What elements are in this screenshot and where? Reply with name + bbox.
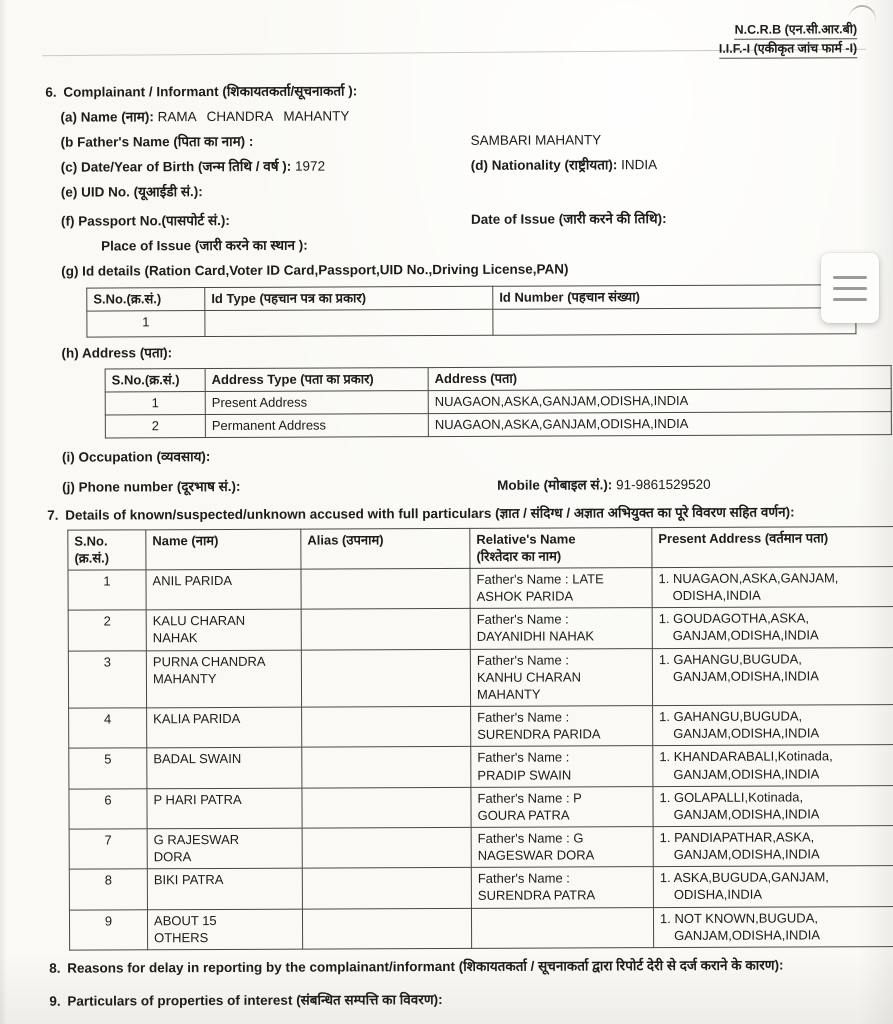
uid-label: (e) UID No. (यूआईडी सं.):	[60, 183, 203, 200]
passport-label: (f) Passport No.(पासपोर्ट सं.):	[60, 213, 230, 229]
form-header-iif: I.I.F.-I (एकीकृत जांच फार्म -I)	[719, 39, 857, 59]
mobile	[497, 476, 711, 495]
section-6-body	[60, 105, 861, 496]
section-6-title	[45, 80, 859, 101]
accused-relative-cell: Father's Name : SURENDRA PARIDA	[471, 706, 653, 747]
id-sno-header: S.No.(क्र.सं.)	[87, 287, 205, 311]
section-7-number: 7.	[47, 507, 59, 523]
accused-row	[69, 906, 893, 950]
accused-table-header-row	[68, 526, 893, 570]
accused-alias-cell	[302, 908, 471, 949]
accused-relative-cell	[471, 907, 653, 948]
address-label: (h) Address (पता):	[61, 345, 173, 361]
id-number-header: Id Number (पहचान संख्या)	[493, 284, 856, 309]
accused-row	[69, 745, 893, 789]
accused-name-cell: ABOUT 15 OTHERS	[147, 909, 302, 950]
accused-alias-cell	[301, 568, 470, 609]
section-8-title	[49, 956, 863, 977]
accused-relative-cell: Father's Name : LATE ASHOK PARIDA	[470, 568, 652, 609]
accused-address-cell: 1. ASKA,BUGUDA,GANJAM, ODISHA,INDIA	[653, 866, 893, 907]
section-6-heading: Complainant / Informant (शिकायतकर्ता/सूचनाकर्ता ):	[63, 83, 358, 100]
address-table-row	[105, 412, 891, 439]
id-type-header: Id Type (पहचान पत्र का प्रकार)	[205, 286, 493, 310]
accused-name-cell: KALIA PARIDA	[147, 707, 302, 748]
id-details-label: (g) Id details (Ration Card,Voter ID Card,Passport,UID No.,Driving License,PAN)	[61, 261, 569, 279]
accused-sno-cell: 2	[68, 610, 146, 651]
address-cell: NUAGAON,ASKA,GANJAM,ODISHA,INDIA	[428, 388, 891, 413]
address-sno-header: S.No.(क्र.सं.)	[105, 368, 205, 392]
field-address	[61, 341, 860, 362]
accused-relative-cell: Father's Name : DAYANIDHI NAHAK	[470, 608, 652, 649]
address-type-header: Address Type (पता का प्रकार)	[205, 367, 428, 391]
nationality-value: INDIA	[621, 156, 658, 172]
accused-table	[67, 526, 893, 951]
fathers-name-value: SAMBARI MAHANTY	[470, 132, 602, 148]
accused-address-cell: 1. KHANDARABALI,Kotinada, GANJAM,ODISHA,INDIA	[653, 745, 893, 786]
floating-menu-button[interactable]	[821, 253, 879, 323]
form-header-ncrb: N.C.R.B (एन.सी.आर.बी)	[735, 20, 858, 40]
accused-relative-cell: Father's Name : G NAGESWAR DORA	[471, 827, 653, 868]
accused-relative-cell: Father's Name : P GOURA PATRA	[471, 786, 653, 827]
accused-alias-cell	[302, 787, 471, 828]
accused-row	[68, 647, 893, 708]
accused-row	[68, 566, 893, 610]
field-fathers-name	[61, 130, 860, 151]
accused-address-cell: 1. GOUDAGOTHA,ASKA, GANJAM,ODISHA,INDIA	[652, 607, 893, 648]
section-6-number: 6.	[45, 84, 57, 101]
section-9-heading: Particulars of properties of interest (संबन्धित सम्पत्ति का विवरण):	[67, 991, 443, 1009]
accused-address-header: Present Address (वर्तमान पता)	[652, 526, 893, 567]
accused-row	[69, 785, 893, 829]
occupation-label: (i) Occupation (व्यवसाय):	[61, 449, 211, 465]
phone-label: (j) Phone number (दूरभाष सं.):	[62, 478, 241, 495]
nationality	[471, 156, 658, 175]
field-passport	[61, 210, 860, 231]
address-table	[105, 365, 892, 439]
accused-alias-header: Alias (उपनाम)	[301, 528, 470, 569]
accused-relative-header: Relative's Name (रिश्तेदार का नाम)	[470, 527, 652, 568]
accused-row	[68, 607, 893, 651]
section-8-heading: Reasons for delay in reporting by the complainant/informant (शिकायतकर्ता / सूचनाकर्ता द्वारा रिपोर्ट देरी से दर्ज कराने के कारण):	[67, 957, 784, 976]
accused-sno-cell: 1	[68, 570, 146, 611]
id-details-table	[86, 284, 856, 338]
accused-name-cell: PURNA CHANDRA MAHANTY	[146, 650, 301, 708]
accused-sno-cell: 7	[69, 829, 147, 870]
accused-name-header: Name (नाम)	[146, 529, 301, 570]
accused-alias-cell	[302, 868, 471, 909]
form-header	[45, 20, 859, 62]
field-date-of-birth	[61, 155, 860, 176]
accused-address-cell: 1. GOLAPALLI,Kotinada, GANJAM,ODISHA,INDIA	[653, 785, 893, 826]
accused-alias-cell	[302, 827, 471, 868]
accused-row	[69, 866, 893, 910]
section-8-number: 8.	[49, 960, 61, 976]
address-type-cell: Permanent Address	[205, 414, 428, 438]
accused-row	[69, 825, 893, 869]
address-type-cell: Present Address	[205, 390, 428, 414]
name-value: RAMA CHANDRA MAHANTY	[157, 108, 350, 125]
date-of-issue-label: Date of Issue (जारी करने की तिथि):	[470, 211, 667, 228]
accused-alias-cell	[302, 747, 471, 788]
nationality-label: (d) Nationality (राष्ट्रीयता):	[470, 156, 618, 173]
address-cell: NUAGAON,ASKA,GANJAM,ODISHA,INDIA	[428, 412, 891, 437]
accused-address-cell: 1. PANDIAPATHAR,ASKA, GANJAM,ODISHA,INDIA	[653, 825, 893, 866]
field-id-details	[61, 259, 860, 280]
dob-value: 1972	[294, 158, 326, 174]
accused-name-cell: BADAL SWAIN	[147, 747, 302, 788]
address-sno-cell: 1	[105, 391, 205, 415]
mobile-label: Mobile (मोबाइल सं.):	[497, 477, 613, 493]
mobile-value: 91-9861529520	[616, 476, 711, 493]
field-occupation	[62, 445, 861, 466]
id-table-header-row	[87, 284, 856, 311]
address-table-row	[105, 388, 891, 415]
accused-name-cell: BIKI PATRA	[147, 868, 302, 909]
accused-sno-cell: 3	[68, 650, 146, 708]
fathers-name-label: (b Father's Name (पिता का नाम) :	[60, 133, 254, 150]
address-sno-cell: 2	[105, 415, 205, 439]
field-name	[60, 105, 859, 126]
accused-sno-cell: 8	[69, 869, 147, 910]
accused-relative-cell: Father's Name : SURENDRA PATRA	[471, 867, 653, 908]
id-type-cell	[205, 309, 493, 336]
id-table-row	[87, 308, 856, 337]
accused-name-cell: G RAJESWAR DORA	[147, 828, 302, 869]
field-place-of-issue	[101, 234, 860, 255]
accused-sno-header: S.No. (क्र.सं.)	[68, 529, 146, 570]
accused-address-cell: 1. NOT KNOWN,BUGUDA, GANJAM,ODISHA,INDIA	[653, 906, 893, 947]
section-7-heading: Details of known/suspected/unknown accused with full particulars (ज्ञात / संदिग्ध / अज्ञात अभियुक्त का पूरे विवरण सहित वर्णन):	[65, 504, 795, 523]
id-number-cell	[493, 308, 856, 336]
dob-label: (c) Date/Year of Birth (जन्म तिथि / वर्ष ):	[60, 158, 292, 175]
accused-name-cell: KALU CHARAN NAHAK	[146, 609, 301, 650]
field-phone	[62, 475, 861, 496]
accused-name-cell: ANIL PARIDA	[146, 569, 301, 610]
accused-alias-cell	[301, 649, 470, 707]
place-of-issue-label: Place of Issue (जारी करने का स्थान ):	[101, 237, 308, 254]
accused-sno-cell: 5	[69, 748, 147, 789]
field-uid	[61, 180, 860, 201]
accused-relative-cell: Father's Name : KANHU CHARAN MAHANTY	[470, 648, 652, 706]
address-table-header-row	[105, 365, 891, 392]
section-9-number: 9.	[49, 993, 61, 1009]
accused-sno-cell: 4	[69, 708, 147, 749]
address-header: Address (पता)	[428, 365, 891, 390]
accused-sno-cell: 9	[69, 909, 147, 950]
id-sno-cell: 1	[87, 310, 205, 337]
accused-relative-cell: Father's Name : PRADIP SWAIN	[471, 746, 653, 787]
accused-address-cell: 1. NUAGAON,ASKA,GANJAM, ODISHA,INDIA	[652, 566, 893, 607]
section-9-title	[49, 989, 863, 1010]
accused-name-cell: P HARI PATRA	[147, 788, 302, 829]
accused-alias-cell	[302, 706, 471, 747]
accused-alias-cell	[301, 609, 470, 650]
accused-address-cell: 1. GAHANGU,BUGUDA, GANJAM,ODISHA,INDIA	[653, 704, 893, 745]
section-7-title	[47, 503, 861, 524]
accused-sno-cell: 6	[69, 788, 147, 829]
name-label: (a) Name (नाम):	[60, 109, 154, 125]
accused-row	[69, 704, 893, 748]
accused-address-cell: 1. GAHANGU,BUGUDA, GANJAM,ODISHA,INDIA	[652, 647, 893, 706]
